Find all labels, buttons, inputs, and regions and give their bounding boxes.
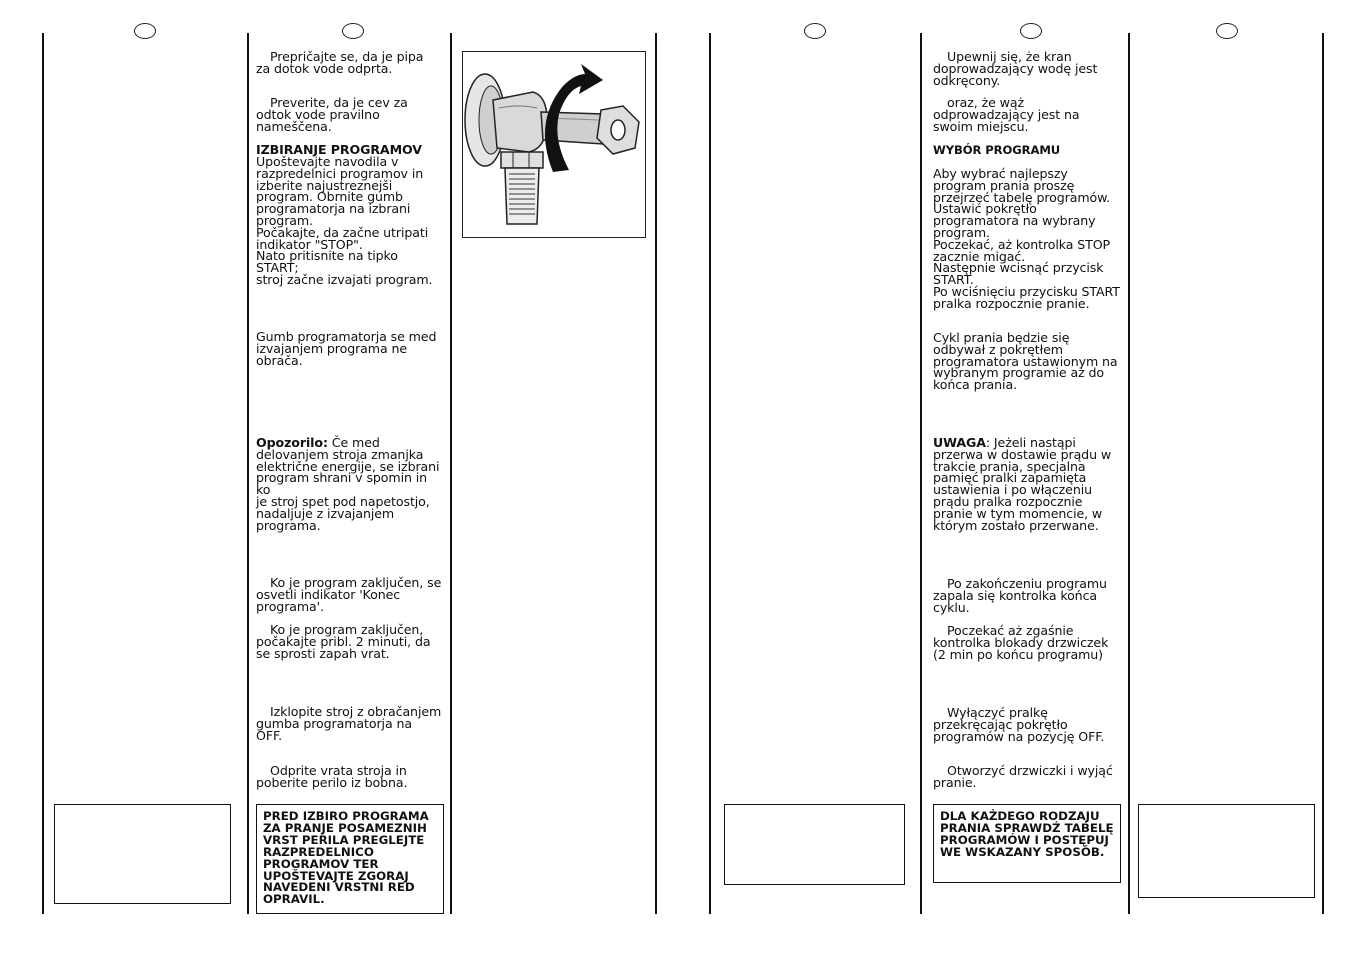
language-marker	[1216, 23, 1238, 39]
remove-laundry-text: Odprite vrata stroja in poberite perilo iz bobna.	[256, 763, 408, 790]
empty-box	[1138, 804, 1315, 898]
warning-label: Opozorilo:	[256, 435, 328, 450]
warning-label: UWAGA	[933, 435, 986, 450]
column-divider	[1322, 33, 1324, 914]
column-divider	[1128, 33, 1130, 914]
water-tap-turn-icon	[463, 52, 644, 236]
section-heading: IZBIRANJE PROGRAMOV	[256, 142, 422, 157]
program-selection-text: Aby wybrać najlepszy program prania proszę przejrzeć tabelę programów. Ustawić pokrętło programatora na wybrany program. Poczekać, aż kontrolka STOP zacznie migać. Następnie wcisnąć przycisk START. Po wciśnięciu przycisku START pralka rozpocznie pranie.	[933, 166, 1120, 311]
warning-body: Če med delovanjem stroja zmanjka električne energije, se izbrani program shrani v spomin in ko je stroj spet pod napetostjo, nadaljuje z izvajanjem programa.	[256, 435, 440, 533]
knob-text: Gumb programatorja se med izvajanjem programa ne obrača.	[256, 329, 437, 368]
warning-text	[933, 437, 1123, 531]
tap-illustration	[462, 51, 646, 238]
switch-off-text: Izklopite stroj z obračanjem gumba programatorja na OFF.	[256, 704, 442, 743]
program-end-text: Po zakończeniu programu zapala się kontrolka końca cyklu.	[933, 576, 1107, 615]
cycle-text: Cykl prania będzie się odbywał z pokrętłem programatora ustawionym na wybranym programie aż do końca prania.	[933, 330, 1118, 393]
column-divider	[450, 33, 452, 914]
door-lock-text: Poczekać aż zgaśnie kontrolka blokady drzwiczek (2 min po końcu programu)	[933, 623, 1109, 662]
column-divider	[42, 33, 44, 914]
column-divider	[920, 33, 922, 914]
remove-laundry-text: Otworzyć drzwiczki i wyjąć pranie.	[933, 763, 1113, 790]
warning-body: : Jeżeli nastąpi przerwa w dostawie prądu w trakcie prania, specjalna pamięć pralki zapamięta ustawienia i po włączeniu prądu pralka rozpocznie pranie w tym momencie, w którym zostało przerwane.	[933, 435, 1112, 533]
column-divider	[247, 33, 249, 914]
polish-notice-box: DLA KAŻDEGO RODZAJU PRANIA SPRAWDŹ TABELĘ PROGRAMÓW I POSTĘPUJ WE WSKAZANY SPOSÓB.	[933, 804, 1121, 883]
drain-hose-text: Preverite, da je cev za odtok vode pravilno nameščena.	[256, 95, 408, 134]
language-marker	[804, 23, 826, 39]
empty-box	[724, 804, 905, 885]
program-selection-text: Upoštevajte navodila v razpredelnici programov in izberite najustreznejši program. Obrnite gumb programatorja na izbrani program. Počakajte, da začne utripati indikator "STOP". Nato pritisnite na tipko START; stroj začne izvajati program.	[256, 154, 433, 287]
open-tap-text: Prepričajte se, da je pipa za dotok vode odprta.	[256, 49, 424, 76]
program-end-text: Ko je program zaključen, se osvetli indikator 'Konec programa'.	[256, 575, 442, 614]
column-divider	[709, 33, 711, 914]
switch-off-text: Wyłączyć pralkę przekręcając pokrętło programów na pozycję OFF.	[933, 705, 1105, 744]
section-heading: WYBÓR PROGRAMU	[933, 143, 1061, 157]
open-tap-text: Upewnij się, że kran doprowadzający wodę jest odkręcony.	[933, 49, 1098, 88]
slovene-notice-box: PRED IZBIRO PROGRAMA ZA PRANJE POSAMEZNIH VRST PERILA PREGLEJTE RAZPREDELNICO PROGRAMOV TER UPOŠTEVAJTE ZGORAJ NAVEDENI VRSTNI RED OPRAVIL.	[256, 804, 444, 914]
drain-hose-text: oraz, że wąż odprowadzający jest na swoim miejscu.	[933, 95, 1080, 134]
warning-text	[256, 437, 444, 531]
door-lock-text: Ko je program zaključen, počakajte pribl. 2 minuti, da se sprosti zapah vrat.	[256, 622, 431, 661]
language-marker	[134, 23, 156, 39]
column-divider	[655, 33, 657, 914]
empty-box	[54, 804, 231, 904]
